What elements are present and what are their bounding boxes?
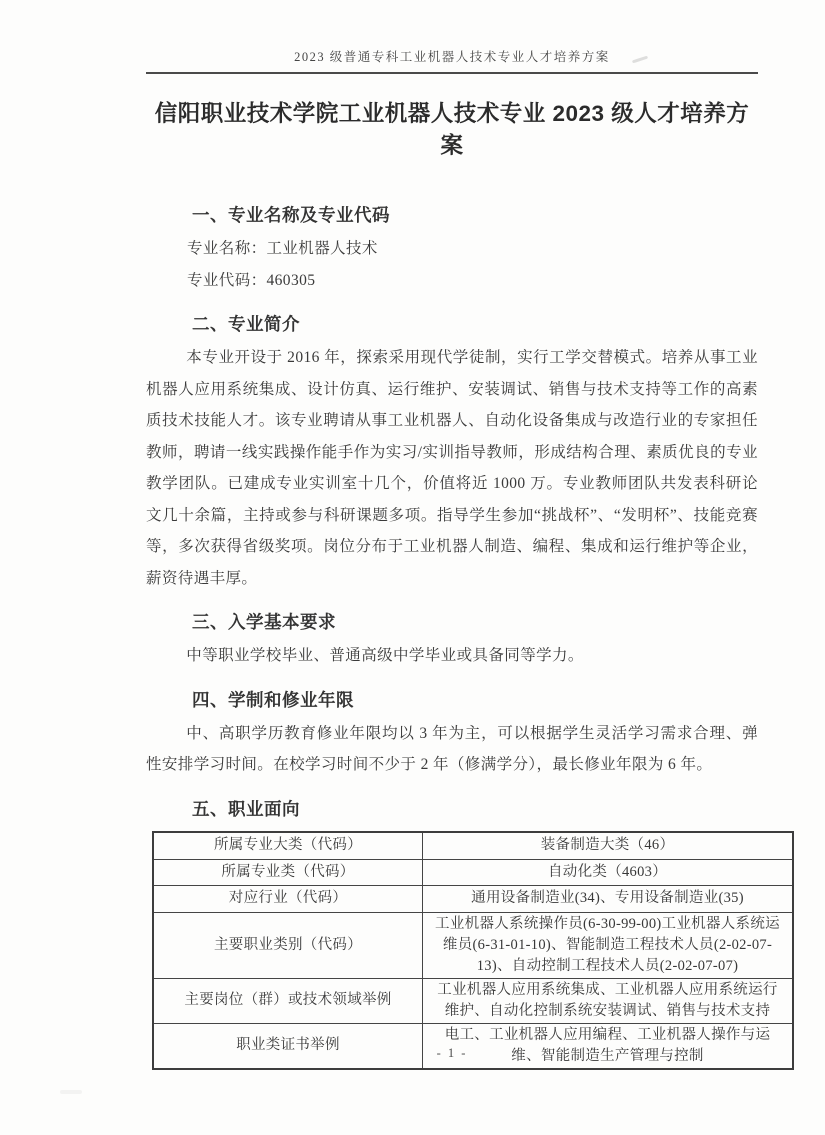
table-row — [153, 885, 793, 912]
table-cell-value: 工业机器人应用系统集成、工业机器人应用系统运行维护、自动化控制系统安装调试、销售与技术支持 — [423, 978, 794, 1023]
table-row — [153, 978, 793, 1023]
table-cell-value: 自动化类（4603） — [423, 859, 794, 885]
table-cell-label: 所属专业大类（代码） — [153, 832, 423, 860]
section-major-intro — [146, 311, 758, 594]
table-cell-label: 对应行业（代码） — [153, 885, 423, 912]
table-cell-value: 工业机器人系统操作员(6-30-99-00)工业机器人系统运维员(6-31-01-10)、智能制造工程技术人员(2-02-07-13)、自动控制工程技术人员(2-02-07-07) — [423, 912, 794, 978]
section-heading-5: 五、职业面向 — [192, 798, 300, 819]
document-title: 信阳职业技术学院工业机器人技术专业 2023 级人才培养方案 — [154, 101, 750, 158]
major-code-line: 专业代码：460305 — [187, 271, 316, 289]
major-intro-paragraph: 本专业开设于 2016 年，探索采用现代学徒制，实行工学交替模式。培养从事工业机器人应用系统集成、设计仿真、运行维护、安装调试、销售与技术支持等工作的高素质技术技能人才。该专业聘请从事工业机器人、自动化设备集成与改造行业的专家担任教师，聘请一线实践操作能手作为实习/实训指导教师，形成结构合理、素质优良的专业教学团队。已建成专业实训室十几个，价值将近 1000 万。专业教师团队共发表科研论文几十余篇，主持或参与科研课题多项。指导学生参加“挑战杯”、“发明杯”、技能竞赛等，多次获得省级奖项。岗位分布于工业机器人制造、编程、集成和运行维护等企业，薪资待遇丰厚。 — [146, 349, 758, 587]
table-cell-value: 电工、工业机器人应用编程、工业机器人操作与运维、智能制造生产管理与控制 — [423, 1023, 794, 1069]
running-header: 2023 级普通专科工业机器人技术专业人才培养方案 — [294, 50, 610, 64]
table-row — [153, 832, 793, 860]
table-cell-label: 主要职业类别（代码） — [153, 912, 423, 978]
major-name-line: 专业名称：工业机器人技术 — [187, 240, 378, 257]
study-duration-paragraph: 中、高职学历教育修业年限均以 3 年为主，可以根据学生灵活学习需求合理、弹性安排学习时间。在校学习时间不少于 2 年（修满学分），最长修业年限为 6 年。 — [146, 724, 758, 773]
career-orientation-table — [152, 831, 794, 1070]
table-row — [153, 912, 793, 978]
table-cell-value: 装备制造大类（46） — [423, 832, 794, 860]
table-cell-label: 职业类证书举例 — [153, 1023, 423, 1069]
table-cell-label: 主要岗位（群）或技术领域举例 — [153, 978, 423, 1023]
section-career-orientation — [146, 796, 780, 1070]
content-column — [146, 0, 780, 1070]
scan-artifact — [60, 1090, 82, 1094]
section-major-name-code — [146, 202, 758, 296]
table-row — [153, 859, 793, 885]
table-cell-label: 所属专业类（代码） — [153, 859, 423, 885]
section-study-duration — [146, 687, 758, 781]
table-cell-value: 通用设备制造业(34)、专用设备制造业(35) — [423, 885, 794, 912]
header-rule — [146, 72, 758, 74]
section-heading-4: 四、学制和修业年限 — [192, 689, 354, 710]
entry-requirements-paragraph: 中等职业学校毕业、普通高级中学毕业或具备同等学力。 — [186, 647, 584, 664]
page-number: - 1 - — [436, 1046, 468, 1060]
section-heading-1: 一、专业名称及专业代码 — [192, 205, 390, 225]
section-heading-2: 二、专业简介 — [192, 314, 300, 334]
section-entry-requirements — [146, 609, 758, 672]
section-heading-3: 三、入学基本要求 — [192, 612, 336, 632]
